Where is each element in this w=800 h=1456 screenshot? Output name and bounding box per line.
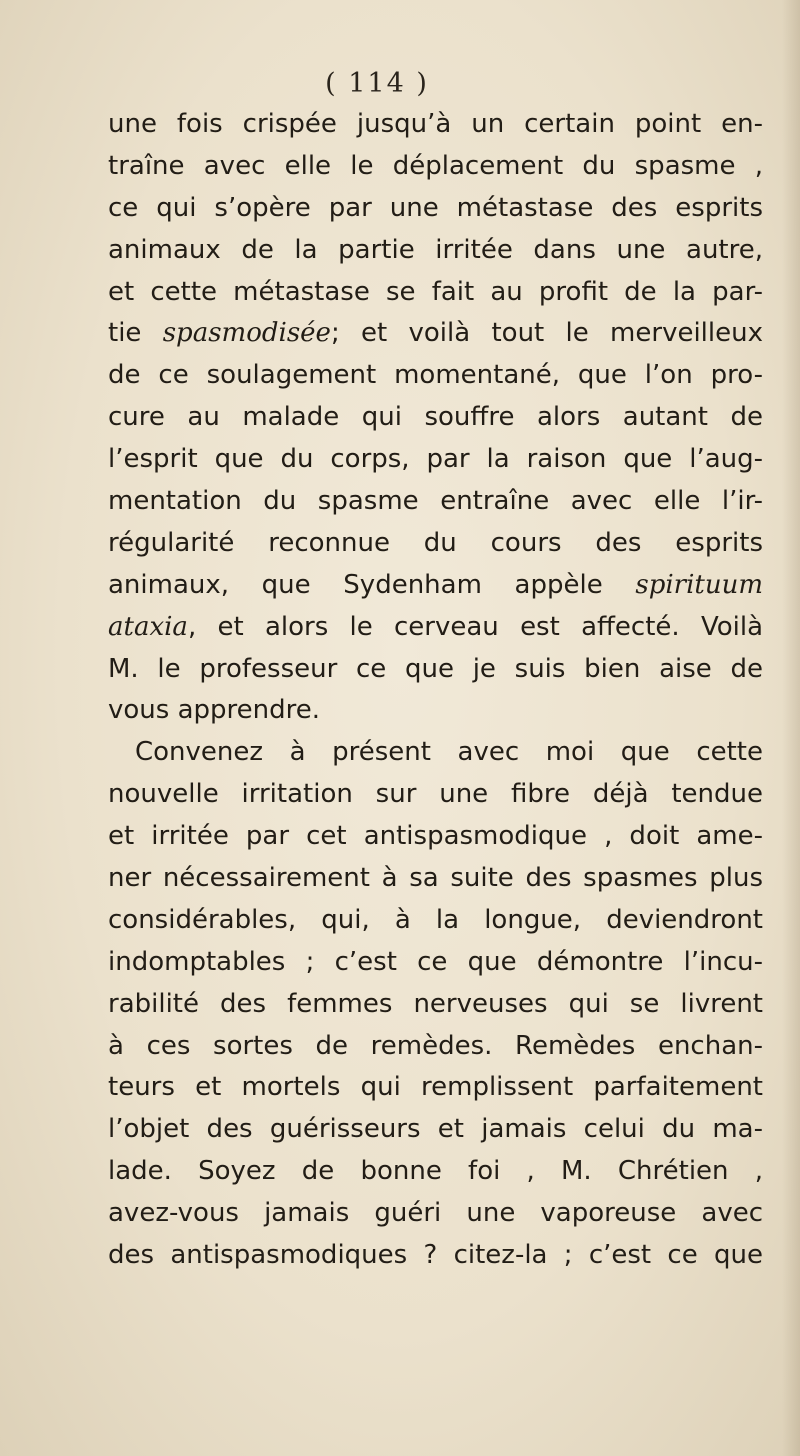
- text-segment: régularité reconnue du cours des esprits: [108, 527, 763, 558]
- text-line: [108, 942, 763, 984]
- text-segment: teurs et mortels qui remplissent parfaitement: [108, 1072, 763, 1103]
- italic-text: spasmodisée: [162, 318, 331, 349]
- page-number-text: ( 114 ): [325, 68, 429, 99]
- text-line: [108, 313, 763, 355]
- page-edge-shadow: [782, 0, 800, 1456]
- text-line: [108, 565, 763, 607]
- text-segment: l’esprit que du corps, par la raison que l’aug-: [108, 444, 763, 475]
- italic-text: ataxia: [108, 611, 188, 642]
- text-line: [108, 439, 763, 481]
- text-line: [108, 774, 763, 816]
- text-line: [108, 690, 763, 732]
- text-line: [108, 1067, 763, 1109]
- text-segment: une fois crispée jusqu’à un certain point en-: [108, 109, 763, 139]
- text-segment: ce qui s’opère par une métastase des esprits: [108, 192, 763, 223]
- text-line: [108, 607, 763, 649]
- text-segment: avez-vous jamais guéri une vaporeuse avec: [108, 1198, 763, 1229]
- text-line: [108, 1151, 763, 1193]
- text-line: [108, 900, 763, 942]
- text-segment: indomptables ; c’est ce que démontre l’incu-: [108, 946, 763, 977]
- text-segment: vous apprendre.: [108, 695, 320, 726]
- text-line: [108, 1235, 763, 1277]
- text-segment: lade. Soyez de bonne foi , M. Chrétien ,: [108, 1156, 763, 1187]
- text-segment: traîne avec elle le déplacement du spasme ,: [108, 150, 763, 181]
- text-segment: Convenez à présent avec moi que cette: [135, 737, 763, 768]
- text-segment: des antispasmodiques ? citez-la ; c’est ce que: [108, 1240, 763, 1271]
- text-segment: tie: [108, 318, 163, 349]
- page-number: [0, 68, 800, 99]
- text-line: [108, 230, 763, 272]
- text-line: [108, 1109, 763, 1151]
- text-segment: de ce soulagement momentané, que l’on pro-: [108, 360, 763, 391]
- text-segment: l’objet des guérisseurs et jamais celui du ma-: [108, 1114, 763, 1145]
- text-segment: ner nécessairement à sa suite des spasmes plus: [108, 863, 763, 894]
- text-line: [108, 1026, 763, 1068]
- text-line: [108, 355, 763, 397]
- text-segment: à ces sortes de remèdes. Remèdes enchan-: [108, 1030, 763, 1061]
- text-segment: M. le professeur ce que je suis bien aise de: [108, 653, 763, 684]
- text-line: [108, 649, 763, 691]
- text-segment: considérables, qui, à la longue, deviendront: [108, 904, 763, 935]
- text-segment: nouvelle irritation sur une fibre déjà tendue: [108, 779, 763, 810]
- italic-text: spirituum: [635, 569, 763, 600]
- text-segment: animaux, que Sydenham appèle: [108, 569, 636, 600]
- text-segment: rabilité des femmes nerveuses qui se livrent: [108, 988, 763, 1019]
- text-segment: ; et voilà tout le merveilleux: [330, 318, 763, 349]
- text-line: [108, 272, 763, 314]
- text-line: [108, 984, 763, 1026]
- text-line: [108, 523, 763, 565]
- text-segment: , et alors le cerveau est affecté. Voilà: [187, 611, 763, 642]
- text-segment: animaux de la partie irritée dans une autre,: [108, 234, 763, 265]
- text-line: [108, 481, 763, 523]
- text-segment: mentation du spasme entraîne avec elle l’ir-: [108, 486, 763, 517]
- text-line: [108, 732, 763, 774]
- text-line: [108, 188, 763, 230]
- body-text: [108, 104, 763, 1277]
- text-segment: et irritée par cet antispasmodique , doit ame-: [108, 821, 763, 852]
- text-line: [108, 858, 763, 900]
- text-line: [108, 104, 763, 146]
- text-line: [108, 397, 763, 439]
- text-line: [108, 1193, 763, 1235]
- text-segment: cure au malade qui souffre alors autant de: [108, 402, 763, 433]
- text-line: [108, 146, 763, 188]
- text-segment: et cette métastase se fait au profit de la par-: [108, 276, 763, 307]
- text-line: [108, 816, 763, 858]
